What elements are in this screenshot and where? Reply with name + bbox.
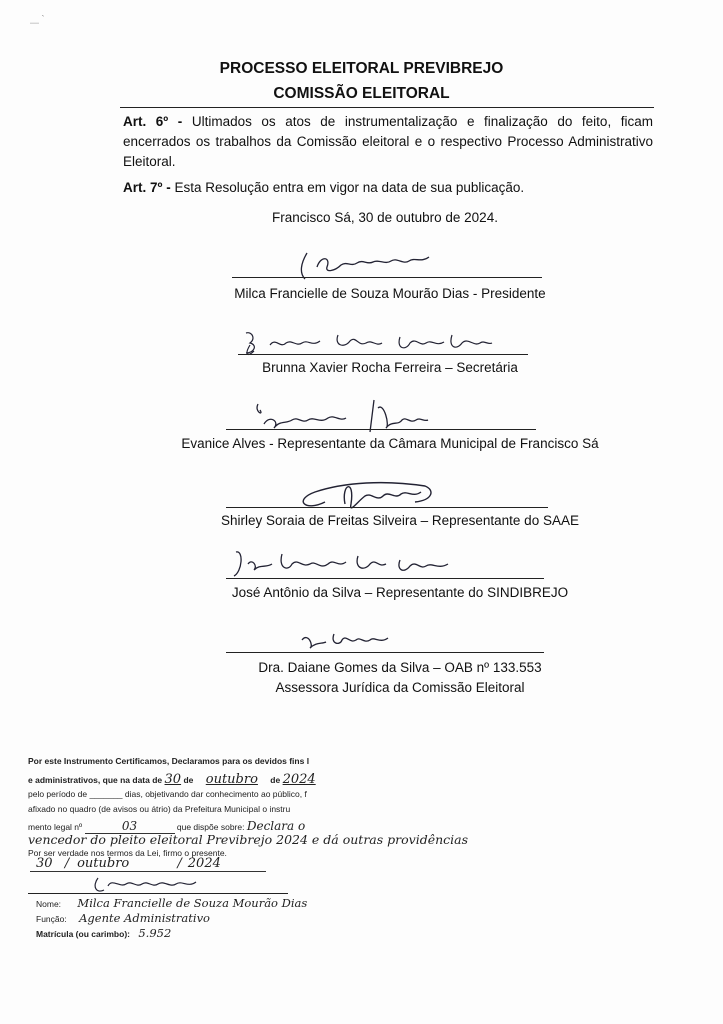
stamp-line-7: Por ser verdade nos termos da Lei, firmo o presente. [28,848,227,858]
stamp-number: 03 [85,819,175,834]
signatory-name: Shirley Soraia de Freitas Silveira – Representante do SAAE [221,513,579,528]
stamp-line-4: afixado no quadro (de avisos ou átrio) da Prefeitura Municipal o instru [28,804,291,814]
article-6-text: Ultimados os atos de instrumentalização e finalização do feito, ficam encerrados os trabalhos da Comissão eleitoral e o respectivo Processo Administrativo Eleitoral. [123,114,653,169]
signature-brunna [240,325,500,364]
stamp-subject: Declara o [246,819,306,833]
signatory-name: José Antônio da Silva – Representante do SINDIBREJO [231,585,569,600]
signature-milca [295,245,445,290]
article-7-text: Esta Resolução entra em vigor na data de sua publicação. [170,180,525,195]
signature-jose [228,546,458,587]
stamp-day: 30 [164,772,182,787]
signatory-name: Dra. Daiane Gomes da Silva – OAB nº 133.553 [258,660,542,675]
signature-line [226,578,544,579]
article-6-label: Art. 6º - [123,114,183,129]
stamp-line-3: pelo período de _______ dias, objetivando dar conhecimento ao público, f [28,789,307,799]
stamp-date: 30 / outubro / 2024 [30,856,266,872]
header-subtitle: COMISSÃO ELEITORAL [273,85,450,102]
signatory-role: Assessora Jurídica da Comissão Eleitoral [275,680,525,695]
signature-line [226,652,544,653]
stamp-month: outubro [205,772,258,787]
stamp-role: Função: Agente Administrativo [36,911,210,925]
signature-line [232,277,542,278]
signature-line [226,429,536,430]
signatory-name: Evanice Alves - Representante da Câmara Municipal de Francisco Sá [181,436,599,451]
stamp-subject-continued: vencedor do pleito eleitoral Previbrejo 2024 e dá outras providências [28,832,469,847]
article-7-label: Art. 7º - [123,180,171,195]
signatory-name: Milca Francielle de Souza Mourão Dias - Presidente [234,286,546,301]
signature-daiane [298,628,398,659]
header-title: PROCESSO ELEITORAL PREVIBREJO [219,60,504,77]
signatory-name: Brunna Xavier Rocha Ferreira – Secretária [262,360,518,375]
stamp-line-5: mento legal nº 03 que dispõe sobre: Declara o [28,819,306,833]
stamp-year: 2024 [282,772,316,787]
article-7 [123,178,653,198]
header-divider [120,107,654,108]
stamp-name: Nome: Milca Francielle de Souza Mourão Dias [36,896,308,910]
article-6 [123,112,653,172]
stamp-registration: Matrícula (ou carimbo): 5.952 [36,926,172,940]
stamp-line-1: Por este Instrumento Certificamos, Declaramos para os devidos fins l [28,756,310,766]
stamp-signature-line [28,893,288,894]
stamp-line-2: e administrativos, que na data de 30 de outubro de 2024 [28,772,316,787]
place-date: Francisco Sá, 30 de outubro de 2024. [272,210,498,225]
signature-line [238,354,528,355]
corner-mark: ⸏ ` [30,14,45,24]
signature-line [226,507,548,508]
